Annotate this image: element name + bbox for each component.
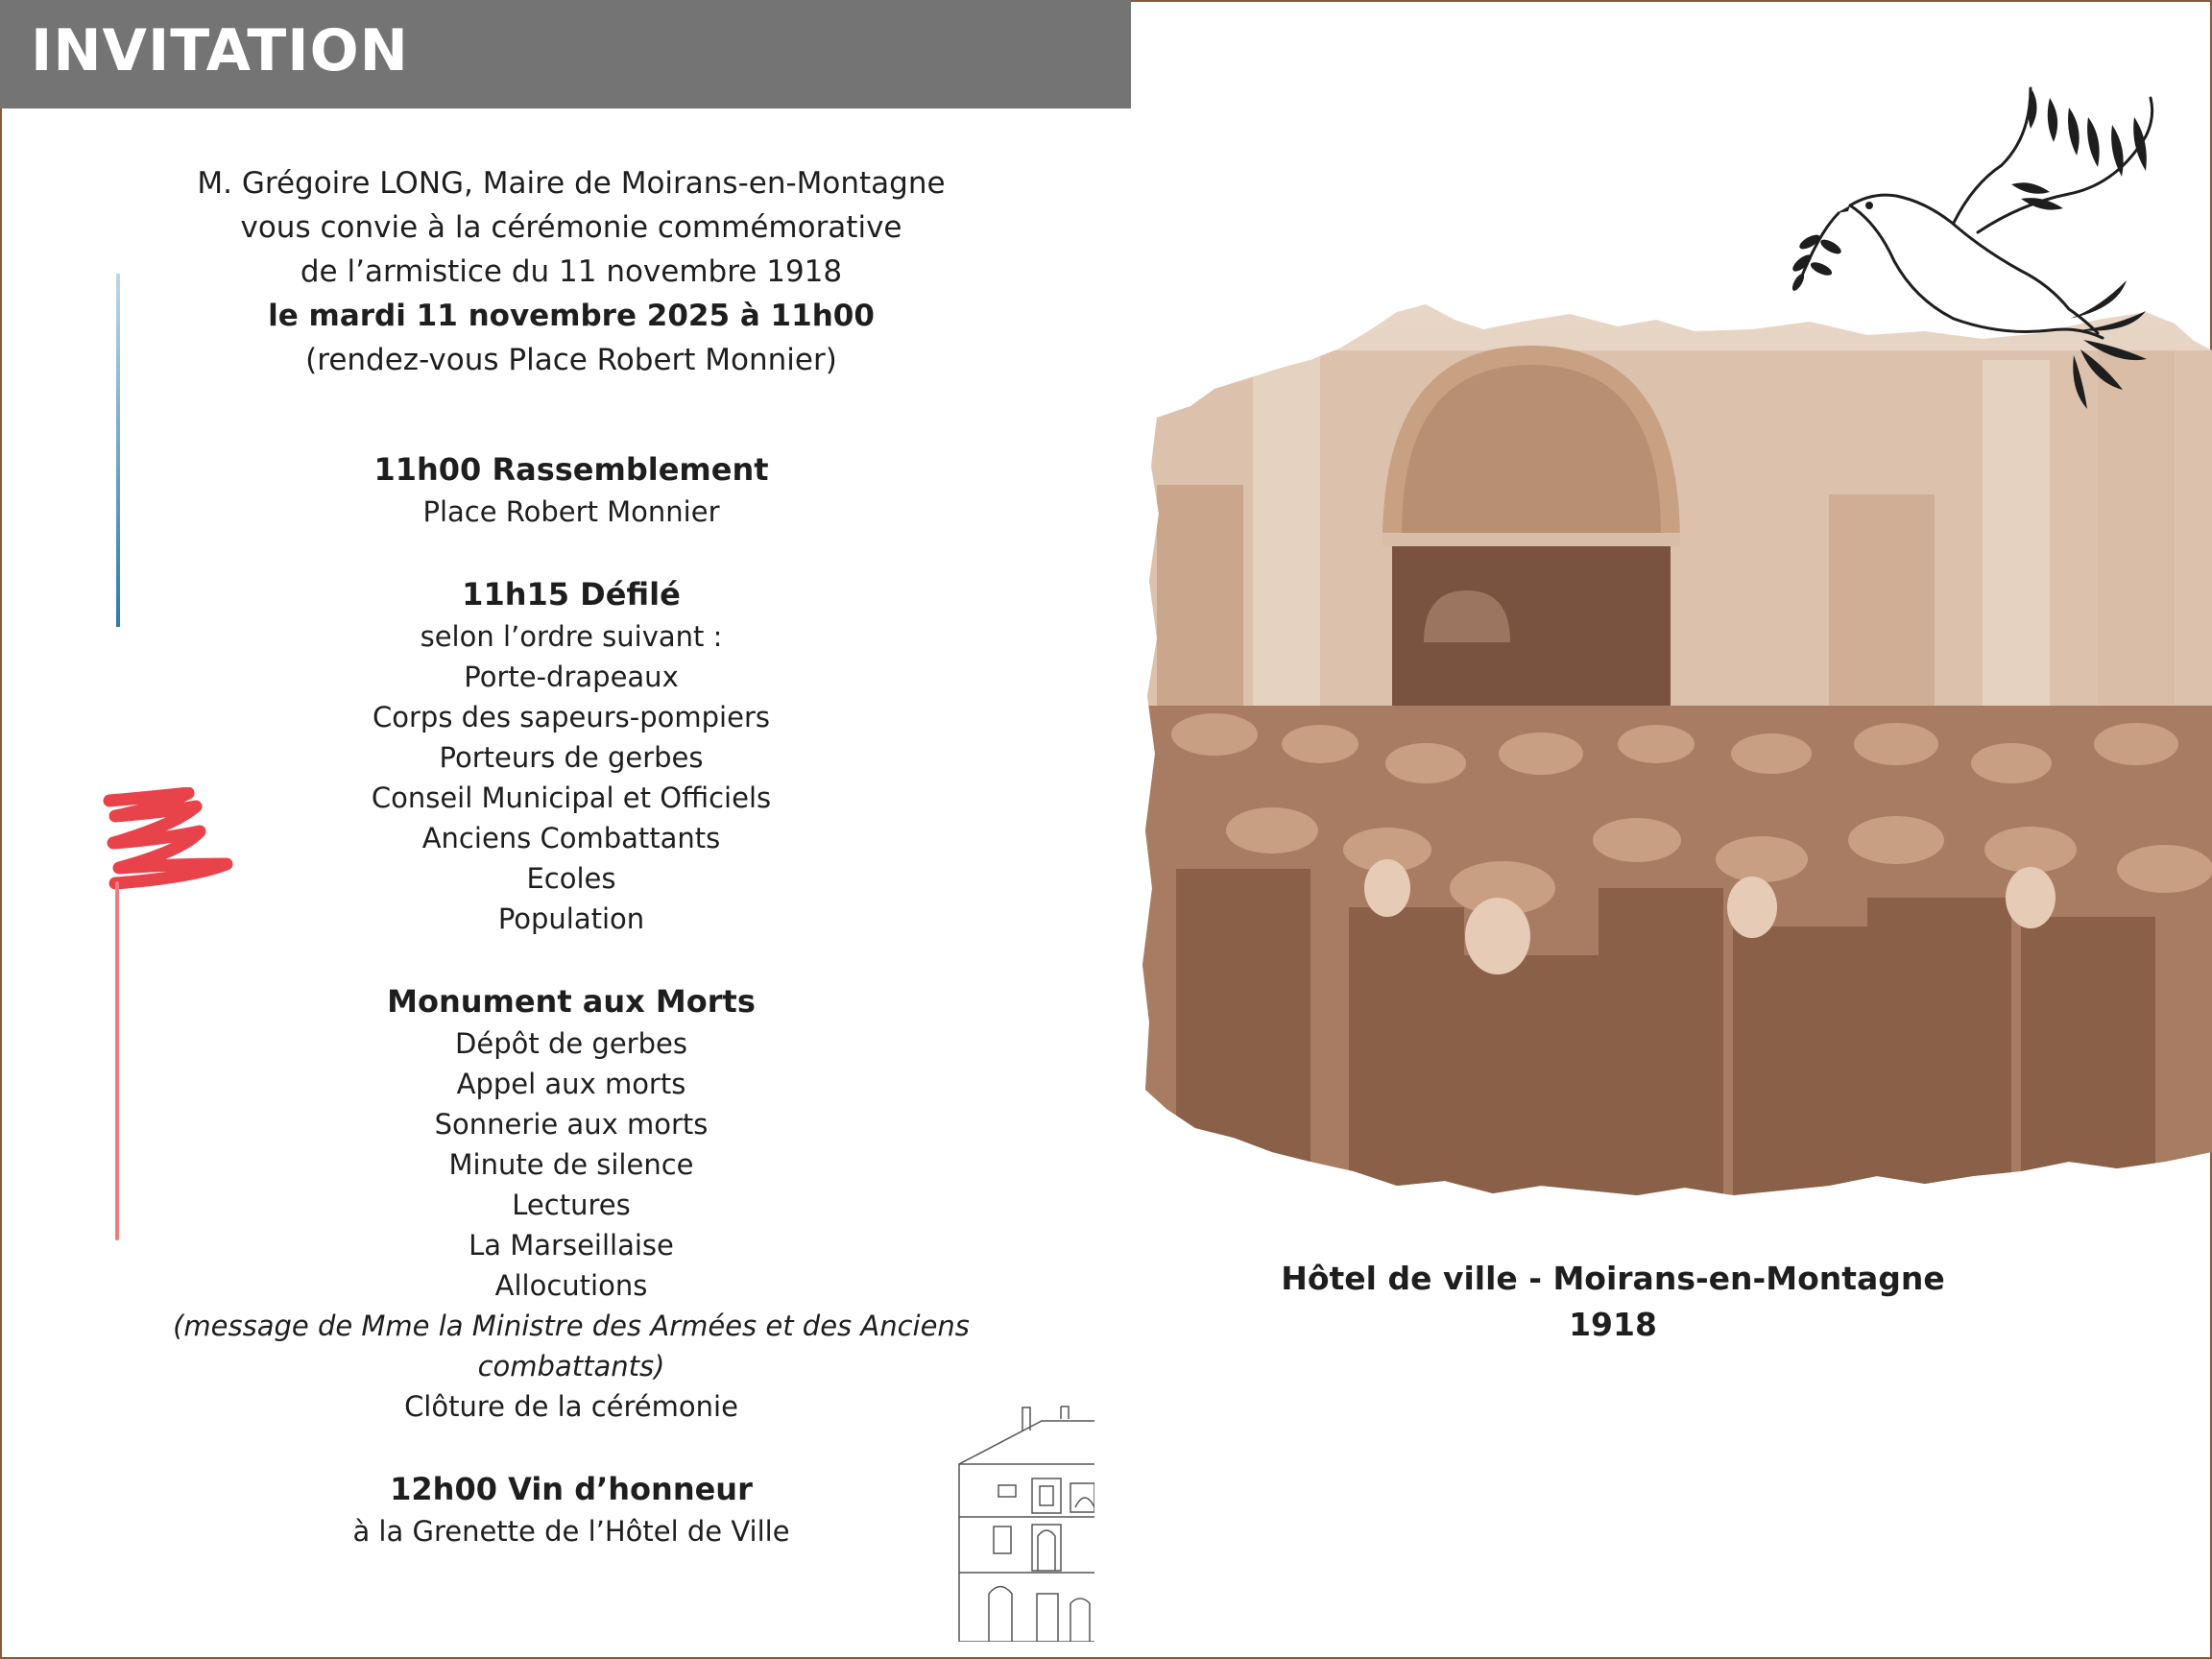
ceremony-date: le mardi 11 novembre 2025 à 11h00: [268, 299, 875, 333]
monument-item: Sonnerie aux morts: [434, 1108, 709, 1141]
banner: [0, 0, 1131, 108]
defile-item: Porte-drapeaux: [464, 661, 679, 693]
defile-item: Corps des sapeurs-pompiers: [373, 701, 770, 733]
monument-item: La Marseillaise: [469, 1229, 674, 1262]
vin-place: à la Grenette de l’Hôtel de Ville: [352, 1515, 790, 1548]
town-hall-sketch-icon: [955, 1402, 1094, 1642]
caption-line-2: 1918: [1569, 1306, 1657, 1343]
monument-title: Monument aux Morts: [387, 983, 756, 1020]
defile-item: Anciens Combattants: [421, 822, 721, 854]
blue-decorative-line: [116, 274, 120, 627]
monument-closing: Clôture de la cérémonie: [404, 1390, 738, 1423]
monument-item: Lectures: [512, 1189, 631, 1221]
monument-item: Dépôt de gerbes: [455, 1027, 687, 1060]
defile-title: 11h15 Défilé: [462, 576, 681, 613]
defile-item: Conseil Municipal et Officiels: [371, 781, 772, 814]
banner-title: INVITATION: [31, 17, 409, 84]
intro-line-1: M. Grégoire LONG, Maire de Moirans-en-Montagne: [197, 166, 946, 201]
meeting-point: (rendez-vous Place Robert Monnier): [305, 343, 837, 377]
rassemblement-title: 11h00 Rassemblement: [373, 451, 769, 488]
monument-item: Appel aux morts: [456, 1068, 686, 1100]
monument-note-line-1: (message de Mme la Ministre des Armées et des Anciens: [173, 1310, 970, 1342]
defile-item: Population: [497, 902, 645, 935]
defile-item: Ecoles: [526, 862, 616, 895]
intro-line-3: de l’armistice du 11 novembre 1918: [300, 254, 843, 289]
dove-with-olive-branch-icon: [1781, 79, 2165, 415]
photo-caption: [1190, 1256, 2035, 1348]
vin-title: 12h00 Vin d’honneur: [390, 1471, 753, 1507]
monument-item: Allocutions: [494, 1269, 648, 1302]
monument-note-line-2: combattants): [477, 1350, 665, 1382]
defile-subtitle: selon l’ordre suivant :: [420, 620, 723, 653]
monument-item: Minute de silence: [448, 1148, 694, 1181]
invitation-text: [173, 161, 970, 1551]
historic-town-hall-photo: [1138, 293, 2212, 1205]
defile-item: Porteurs de gerbes: [439, 741, 704, 774]
rassemblement-place: Place Robert Monnier: [422, 495, 720, 528]
caption-line-1: Hôtel de ville - Moirans-en-Montagne: [1281, 1260, 1945, 1297]
intro-line-2: vous convie à la cérémonie commémorative: [240, 210, 902, 245]
